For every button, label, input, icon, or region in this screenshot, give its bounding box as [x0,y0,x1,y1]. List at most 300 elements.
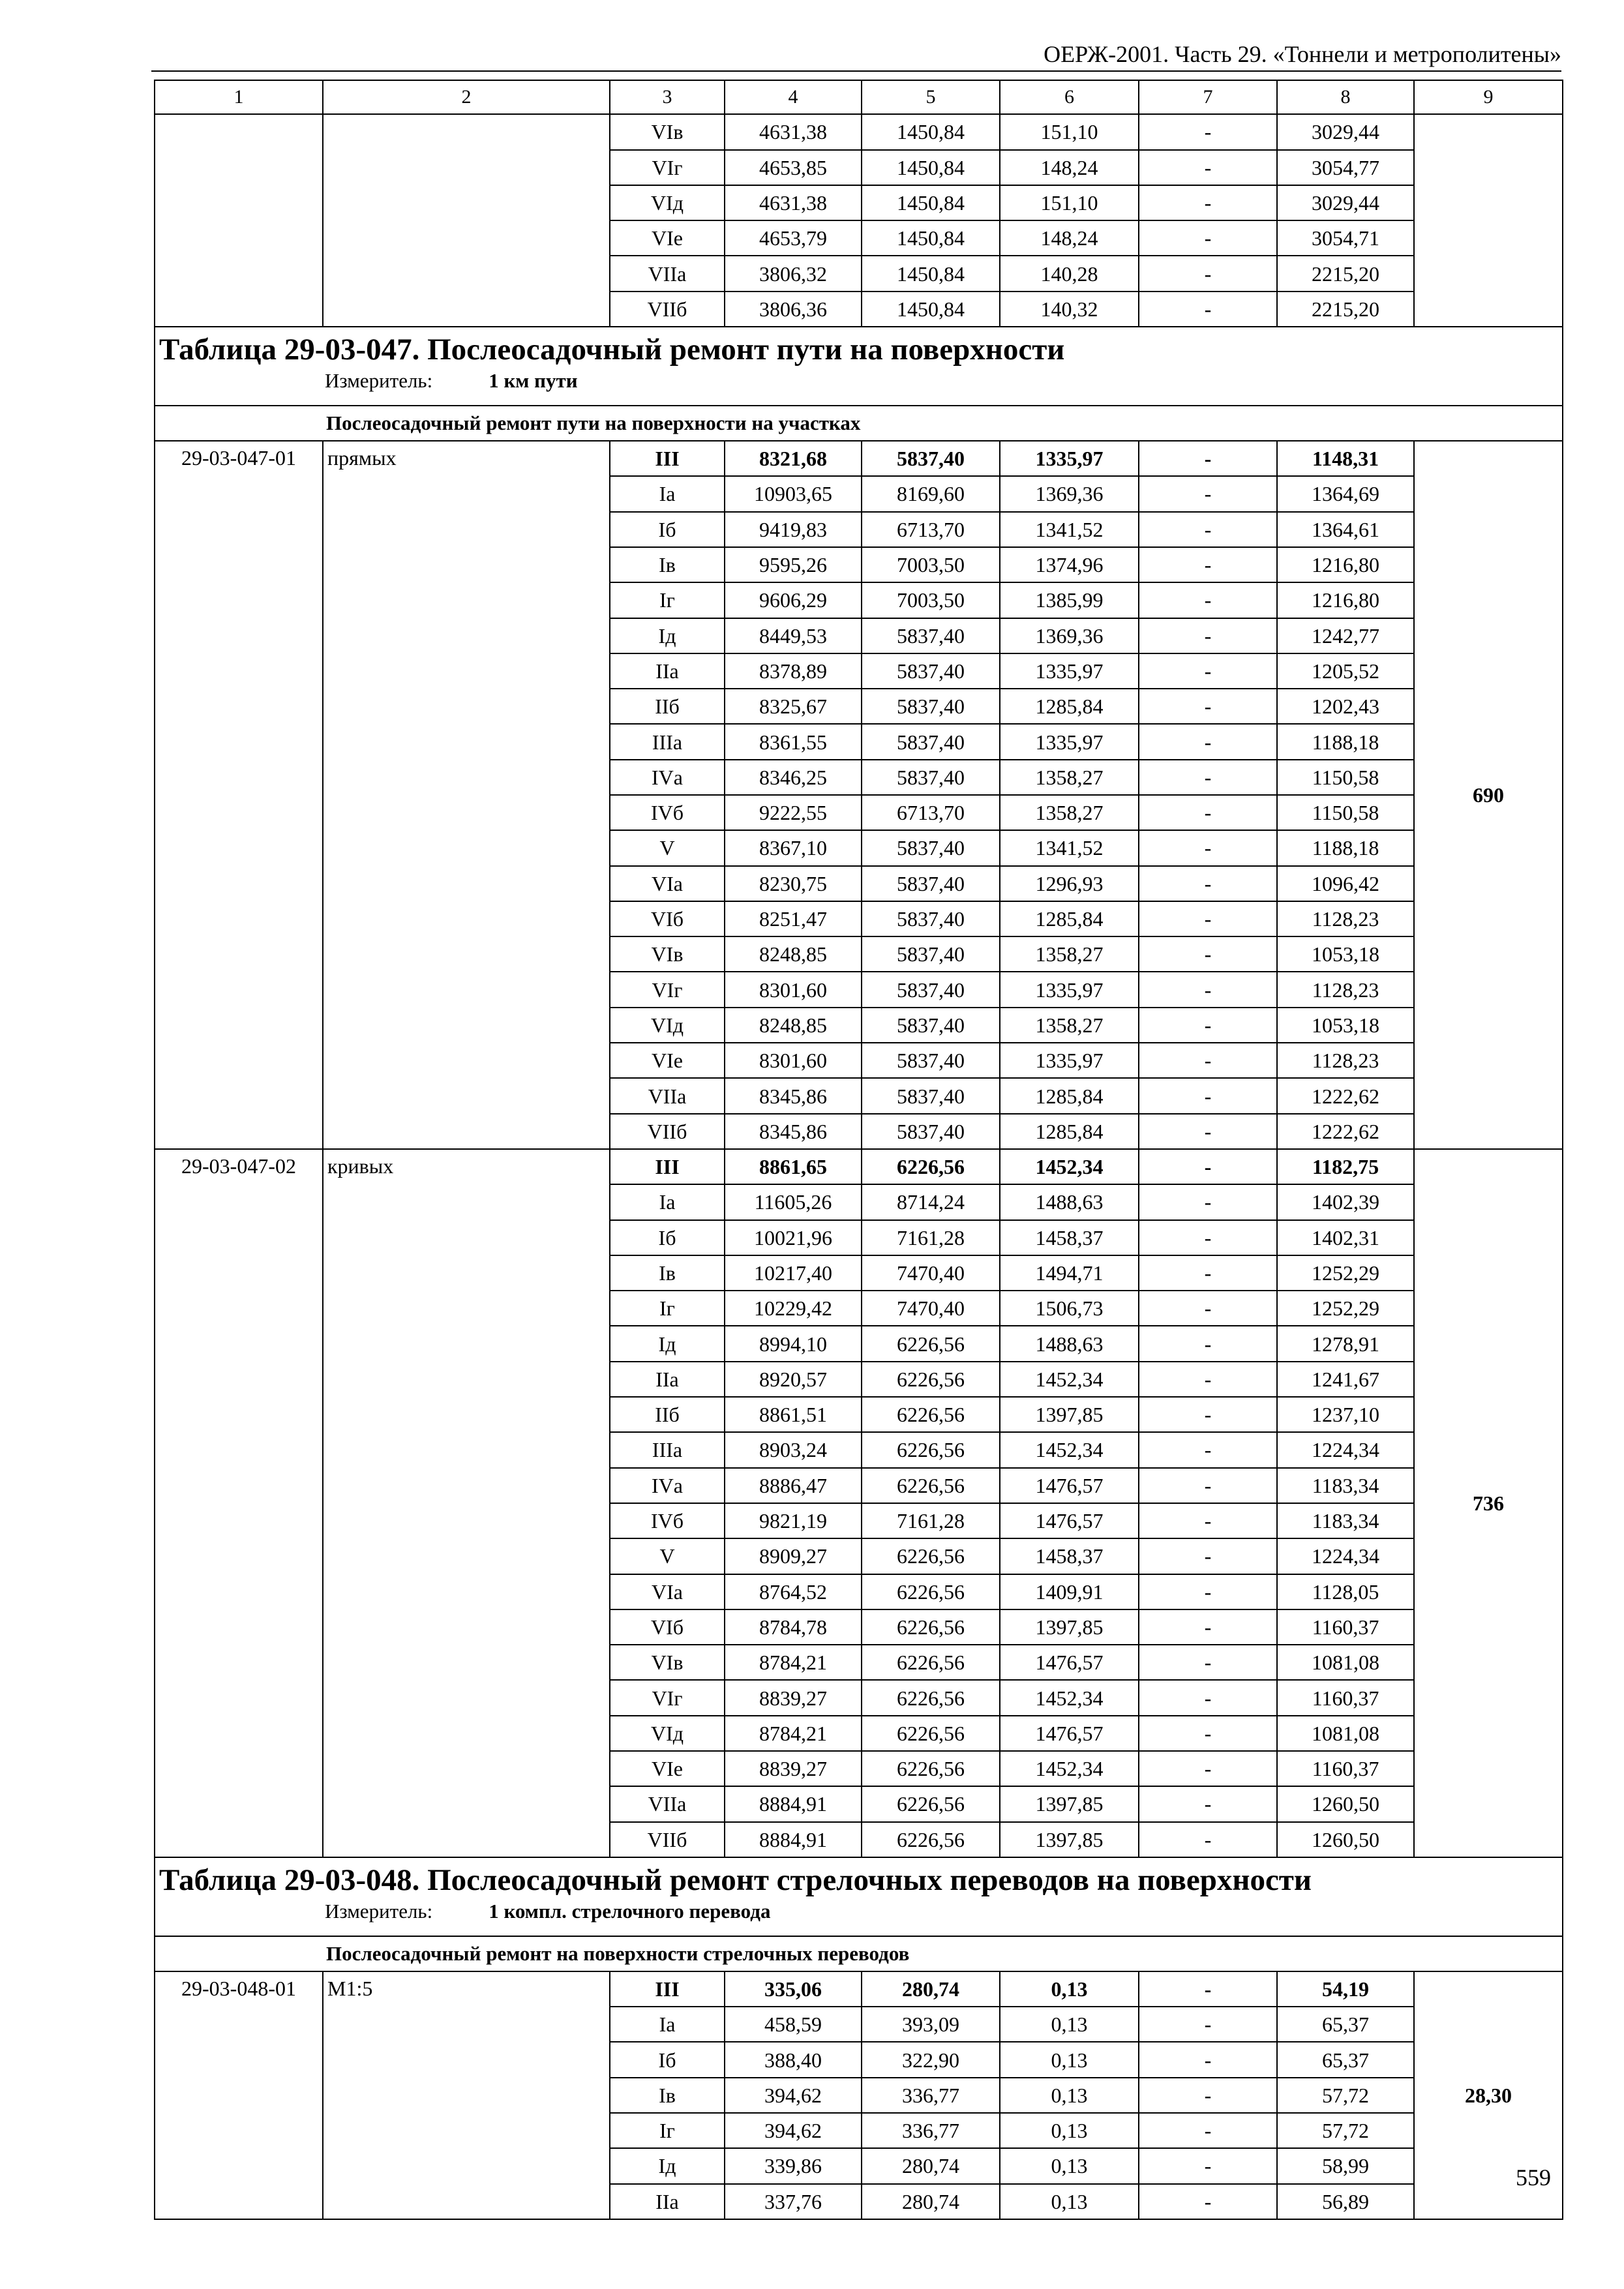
value-cell: - [1139,1255,1277,1291]
value-cell: 1494,71 [1000,1255,1139,1291]
value-cell: 140,32 [1000,292,1139,327]
value-cell: 0,13 [1000,2078,1139,2113]
zone-cell: Iг [610,1291,725,1326]
value-cell: 8449,53 [725,618,862,653]
zone-cell: VIа [610,866,725,901]
value-cell: 1183,34 [1277,1503,1414,1538]
value-cell: 8361,55 [725,724,862,759]
table-title-row [155,1857,1563,1936]
unit-value: 1 км пути [489,369,578,393]
zone-cell: VIд [610,1008,725,1043]
rate-name: кривых [323,1149,610,1857]
value-cell: 1335,97 [1000,1043,1139,1078]
value-cell: 394,62 [725,2078,862,2113]
value-cell: 1222,62 [1277,1114,1414,1149]
zone-cell: Iв [610,547,725,582]
value-cell: - [1139,1362,1277,1397]
value-cell: 5837,40 [862,441,1000,476]
value-cell: - [1139,1971,1277,2007]
value-cell: 1241,67 [1277,1362,1414,1397]
value-cell: 1452,34 [1000,1432,1139,1467]
value-cell: 1260,50 [1277,1822,1414,1857]
value-cell: 6226,56 [862,1786,1000,1821]
value-cell: 1053,18 [1277,1008,1414,1043]
zone-cell: IVа [610,760,725,795]
value-cell: 11605,26 [725,1184,862,1219]
value-cell: 1216,80 [1277,582,1414,618]
value-cell: 1260,50 [1277,1786,1414,1821]
value-cell: 1285,84 [1000,689,1139,724]
value-cell: 1450,84 [862,292,1000,327]
value-cell: - [1139,653,1277,689]
value-cell: 7470,40 [862,1255,1000,1291]
value-cell: 6226,56 [862,1822,1000,1857]
value-cell: - [1139,936,1277,972]
value-cell: - [1139,830,1277,865]
value-cell: 1476,57 [1000,1716,1139,1751]
value-cell: 1216,80 [1277,547,1414,582]
value-cell: 1081,08 [1277,1716,1414,1751]
value-cell: - [1139,1503,1277,1538]
value-cell: 1458,37 [1000,1538,1139,1574]
value-cell: 5837,40 [862,901,1000,936]
value-cell: - [1139,1538,1277,1574]
table-title-cell [155,1857,1563,1936]
value-cell: 6226,56 [862,1751,1000,1786]
value-cell: - [1139,1184,1277,1219]
zone-cell: Iв [610,1255,725,1291]
table-title-row [155,327,1563,406]
value-cell: 3054,77 [1277,150,1414,185]
value-cell: 5837,40 [862,936,1000,972]
value-cell: 5837,40 [862,760,1000,795]
value-cell: 5837,40 [862,689,1000,724]
zone-cell: Iа [610,1184,725,1219]
value-cell: 322,90 [862,2042,1000,2077]
value-cell: 1369,36 [1000,618,1139,653]
column-number: 7 [1139,80,1277,114]
col9-cell [1414,114,1563,327]
value-cell: 1053,18 [1277,936,1414,972]
value-cell: 1506,73 [1000,1291,1139,1326]
value-cell: 1224,34 [1277,1538,1414,1574]
value-cell: 336,77 [862,2078,1000,2113]
table-subtitle-row [155,1936,1563,1971]
value-cell: 3806,36 [725,292,862,327]
zone-cell: VIд [610,185,725,220]
value-cell: 1242,77 [1277,618,1414,653]
value-cell: - [1139,1822,1277,1857]
value-cell: - [1139,689,1277,724]
value-cell: - [1139,1149,1277,1184]
value-cell: 151,10 [1000,185,1139,220]
value-cell: 1364,69 [1277,476,1414,511]
value-cell: 8784,78 [725,1609,862,1645]
value-cell: 1252,29 [1277,1291,1414,1326]
value-cell: 1296,93 [1000,866,1139,901]
value-cell: 1096,42 [1277,866,1414,901]
rate-name: прямых [323,441,610,1149]
value-cell: - [1139,292,1277,327]
value-cell: 1358,27 [1000,795,1139,830]
zone-cell: IVб [610,795,725,830]
value-cell: 1364,61 [1277,512,1414,547]
value-cell: 1160,37 [1277,1609,1414,1645]
value-cell: - [1139,114,1277,149]
value-cell: 8884,91 [725,1822,862,1857]
value-cell: - [1139,1043,1277,1078]
value-cell: 1183,34 [1277,1468,1414,1503]
value-cell: 5837,40 [862,1008,1000,1043]
value-cell: - [1139,1078,1277,1113]
column-number: 6 [1000,80,1139,114]
value-cell: - [1139,512,1277,547]
zone-cell: VIIа [610,1078,725,1113]
value-cell: 0,13 [1000,2184,1139,2219]
col9-value: 736 [1414,1149,1563,1857]
value-cell: 1148,31 [1277,441,1414,476]
value-cell: 8169,60 [862,476,1000,511]
table-row [155,1149,1563,1184]
value-cell: 5837,40 [862,972,1000,1007]
value-cell: - [1139,150,1277,185]
value-cell: 1182,75 [1277,1149,1414,1184]
value-cell: - [1139,547,1277,582]
zone-cell: Iд [610,1326,725,1361]
value-cell: 8345,86 [725,1114,862,1149]
value-cell: 0,13 [1000,1971,1139,2007]
value-cell: 394,62 [725,2113,862,2148]
value-cell: - [1139,866,1277,901]
value-cell: 1335,97 [1000,724,1139,759]
unit-line [159,368,1558,394]
value-cell: 9821,19 [725,1503,862,1538]
value-cell: 6226,56 [862,1432,1000,1467]
col9-value: 690 [1414,441,1563,1149]
value-cell: 6713,70 [862,512,1000,547]
value-cell: 1224,34 [1277,1432,1414,1467]
value-cell: 6226,56 [862,1680,1000,1715]
value-cell: 458,59 [725,2007,862,2042]
value-cell: 3029,44 [1277,114,1414,149]
value-cell: 8248,85 [725,936,862,972]
zone-cell: VIг [610,150,725,185]
zone-cell: Iг [610,582,725,618]
value-cell: 8839,27 [725,1680,862,1715]
value-cell: 1285,84 [1000,1078,1139,1113]
value-cell: 280,74 [862,2148,1000,2183]
value-cell: 0,13 [1000,2113,1139,2148]
value-cell: 1402,31 [1277,1220,1414,1255]
value-cell: 1476,57 [1000,1503,1139,1538]
value-cell: 6226,56 [862,1645,1000,1680]
zone-cell: VIе [610,1751,725,1786]
value-cell: - [1139,2042,1277,2077]
value-cell: 1160,37 [1277,1680,1414,1715]
zone-cell: VIг [610,1680,725,1715]
zone-cell: III [610,1971,725,2007]
value-cell: 5837,40 [862,1043,1000,1078]
zone-cell: VIв [610,936,725,972]
zone-cell: IVб [610,1503,725,1538]
column-number: 3 [610,80,725,114]
value-cell: 339,86 [725,2148,862,2183]
zone-cell: VIв [610,114,725,149]
value-cell: 6226,56 [862,1149,1000,1184]
value-cell: 54,19 [1277,1971,1414,2007]
value-cell: - [1139,1220,1277,1255]
value-cell: 8861,65 [725,1149,862,1184]
value-cell: - [1139,476,1277,511]
value-cell: 1450,84 [862,114,1000,149]
zone-cell: VIIб [610,1822,725,1857]
value-cell: - [1139,1291,1277,1326]
value-cell: - [1139,760,1277,795]
value-cell: - [1139,1397,1277,1432]
value-cell: 3806,32 [725,256,862,291]
column-number: 8 [1277,80,1414,114]
value-cell: 8994,10 [725,1326,862,1361]
unit-value: 1 компл. стрелочного перевода [489,1899,771,1922]
zone-cell: Iб [610,1220,725,1255]
value-cell: 58,99 [1277,2148,1414,2183]
value-cell: 6713,70 [862,795,1000,830]
value-cell: - [1139,1680,1277,1715]
value-cell: 1450,84 [862,185,1000,220]
value-cell: - [1139,582,1277,618]
col9-value: 28,30 [1414,1971,1563,2219]
value-cell: - [1139,2078,1277,2113]
value-cell: 4653,85 [725,150,862,185]
value-cell: 8714,24 [862,1184,1000,1219]
value-cell: 6226,56 [862,1362,1000,1397]
rate-code: 29-03-047-02 [155,1149,323,1857]
value-cell: - [1139,795,1277,830]
value-cell: - [1139,1114,1277,1149]
value-cell: - [1139,1432,1277,1467]
value-cell: 335,06 [725,1971,862,2007]
zone-cell: IIа [610,2184,725,2219]
value-cell: 1285,84 [1000,1114,1139,1149]
value-cell: 1285,84 [1000,901,1139,936]
value-cell: 1160,37 [1277,1751,1414,1786]
value-cell: 7003,50 [862,547,1000,582]
unit-label: Измеритель: [325,1899,433,1922]
value-cell: 148,24 [1000,150,1139,185]
zone-cell: VIв [610,1645,725,1680]
value-cell: - [1139,1716,1277,1751]
value-cell: 280,74 [862,2184,1000,2219]
table-row [155,1971,1563,2007]
value-cell: 393,09 [862,2007,1000,2042]
value-cell: 8378,89 [725,653,862,689]
value-cell: 8886,47 [725,1468,862,1503]
value-cell: - [1139,1609,1277,1645]
value-cell: 1335,97 [1000,441,1139,476]
value-cell: 9595,26 [725,547,862,582]
unit-line [159,1898,1558,1924]
value-cell: 1205,52 [1277,653,1414,689]
value-cell: 1358,27 [1000,936,1139,972]
value-cell: 8251,47 [725,901,862,936]
value-cell: 388,40 [725,2042,862,2077]
table-title: Таблица 29-03-048. Послеосадочный ремонт стрелочных переводов на поверхности [159,1863,1312,1897]
value-cell: - [1139,441,1277,476]
unit-label: Измеритель: [325,369,433,393]
value-cell: 3054,71 [1277,220,1414,256]
value-cell: 6226,56 [862,1716,1000,1751]
zone-cell: VIIб [610,292,725,327]
value-cell: - [1139,2148,1277,2183]
value-cell: - [1139,2113,1277,2148]
value-cell: 8230,75 [725,866,862,901]
value-cell: 5837,40 [862,724,1000,759]
value-cell: 7161,28 [862,1220,1000,1255]
code-cell [155,114,323,327]
column-number: 1 [155,80,323,114]
value-cell: 6226,56 [862,1609,1000,1645]
zone-cell: IVа [610,1468,725,1503]
value-cell: - [1139,256,1277,291]
value-cell: - [1139,618,1277,653]
value-cell: 1128,23 [1277,901,1414,936]
value-cell: 1278,91 [1277,1326,1414,1361]
value-cell: - [1139,1574,1277,1609]
zone-cell: VIе [610,1043,725,1078]
value-cell: - [1139,2007,1277,2042]
value-cell: 7470,40 [862,1291,1000,1326]
value-cell: 1335,97 [1000,972,1139,1007]
value-cell: 5837,40 [862,653,1000,689]
value-cell: 8301,60 [725,972,862,1007]
value-cell: 8325,67 [725,689,862,724]
value-cell: 0,13 [1000,2148,1139,2183]
value-cell: 1358,27 [1000,1008,1139,1043]
value-cell: 2215,20 [1277,256,1414,291]
zone-cell: VIIа [610,256,725,291]
zone-cell: III [610,1149,725,1184]
value-cell: 6226,56 [862,1468,1000,1503]
table-row [155,114,1563,149]
value-cell: 1202,43 [1277,689,1414,724]
zone-cell: VIIб [610,1114,725,1149]
value-cell: 1450,84 [862,220,1000,256]
value-cell: 5837,40 [862,1114,1000,1149]
value-cell: 1081,08 [1277,1645,1414,1680]
value-cell: 8784,21 [725,1716,862,1751]
rate-code: 29-03-048-01 [155,1971,323,2219]
column-number: 4 [725,80,862,114]
table-subtitle: Послеосадочный ремонт на поверхности стрелочных переводов [155,1936,1563,1971]
page-number: 559 [1516,2164,1551,2191]
value-cell: 6226,56 [862,1538,1000,1574]
value-cell: - [1139,1645,1277,1680]
value-cell: 8784,21 [725,1645,862,1680]
table-title-cell [155,327,1563,406]
value-cell: 336,77 [862,2113,1000,2148]
rates-table [154,80,1563,2220]
value-cell: 1452,34 [1000,1149,1139,1184]
zone-cell: VIг [610,972,725,1007]
value-cell: 1188,18 [1277,724,1414,759]
value-cell: 1409,91 [1000,1574,1139,1609]
value-cell: 1252,29 [1277,1255,1414,1291]
value-cell: 1128,23 [1277,972,1414,1007]
value-cell: 2215,20 [1277,292,1414,327]
value-cell: 1458,37 [1000,1220,1139,1255]
value-cell: - [1139,1468,1277,1503]
value-cell: 5837,40 [862,866,1000,901]
value-cell: 4653,79 [725,220,862,256]
value-cell: 8248,85 [725,1008,862,1043]
value-cell: 1452,34 [1000,1680,1139,1715]
table-subtitle: Послеосадочный ремонт пути на поверхности на участках [155,406,1563,441]
value-cell: 1450,84 [862,150,1000,185]
value-cell: 1341,52 [1000,830,1139,865]
zone-cell: VIе [610,220,725,256]
value-cell: 6226,56 [862,1397,1000,1432]
value-cell: - [1139,220,1277,256]
value-cell: 10903,65 [725,476,862,511]
zone-cell: Iа [610,476,725,511]
value-cell: 9606,29 [725,582,862,618]
name-cell [323,114,610,327]
zone-cell: VIб [610,901,725,936]
value-cell: 9222,55 [725,795,862,830]
column-number: 5 [862,80,1000,114]
value-cell: 7161,28 [862,1503,1000,1538]
value-cell: - [1139,1008,1277,1043]
value-cell: 1397,85 [1000,1786,1139,1821]
zone-cell: VIа [610,1574,725,1609]
zone-cell: IIIа [610,724,725,759]
value-cell: 8909,27 [725,1538,862,1574]
value-cell: 140,28 [1000,256,1139,291]
value-cell: 148,24 [1000,220,1139,256]
value-cell: 1402,39 [1277,1184,1414,1219]
value-cell: - [1139,1751,1277,1786]
zone-cell: VIIа [610,1786,725,1821]
value-cell: 151,10 [1000,114,1139,149]
value-cell: 1452,34 [1000,1362,1139,1397]
value-cell: 1150,58 [1277,760,1414,795]
value-cell: 8345,86 [725,1078,862,1113]
table-subtitle-row [155,406,1563,441]
zone-cell: III [610,441,725,476]
value-cell: 1150,58 [1277,795,1414,830]
column-number: 9 [1414,80,1563,114]
value-cell: 65,37 [1277,2042,1414,2077]
rate-code: 29-03-047-01 [155,441,323,1149]
value-cell: 1341,52 [1000,512,1139,547]
value-cell: 8346,25 [725,760,862,795]
value-cell: 8920,57 [725,1362,862,1397]
value-cell: 8903,24 [725,1432,862,1467]
value-cell: 8764,52 [725,1574,862,1609]
value-cell: 8321,68 [725,441,862,476]
value-cell: 8301,60 [725,1043,862,1078]
value-cell: 57,72 [1277,2078,1414,2113]
table-row [155,441,1563,476]
value-cell: 1374,96 [1000,547,1139,582]
zone-cell: Iв [610,2078,725,2113]
value-cell: 1476,57 [1000,1645,1139,1680]
column-number-row [155,80,1563,114]
value-cell: 0,13 [1000,2007,1139,2042]
value-cell: 1128,23 [1277,1043,1414,1078]
zone-cell: VIд [610,1716,725,1751]
zone-cell: V [610,1538,725,1574]
